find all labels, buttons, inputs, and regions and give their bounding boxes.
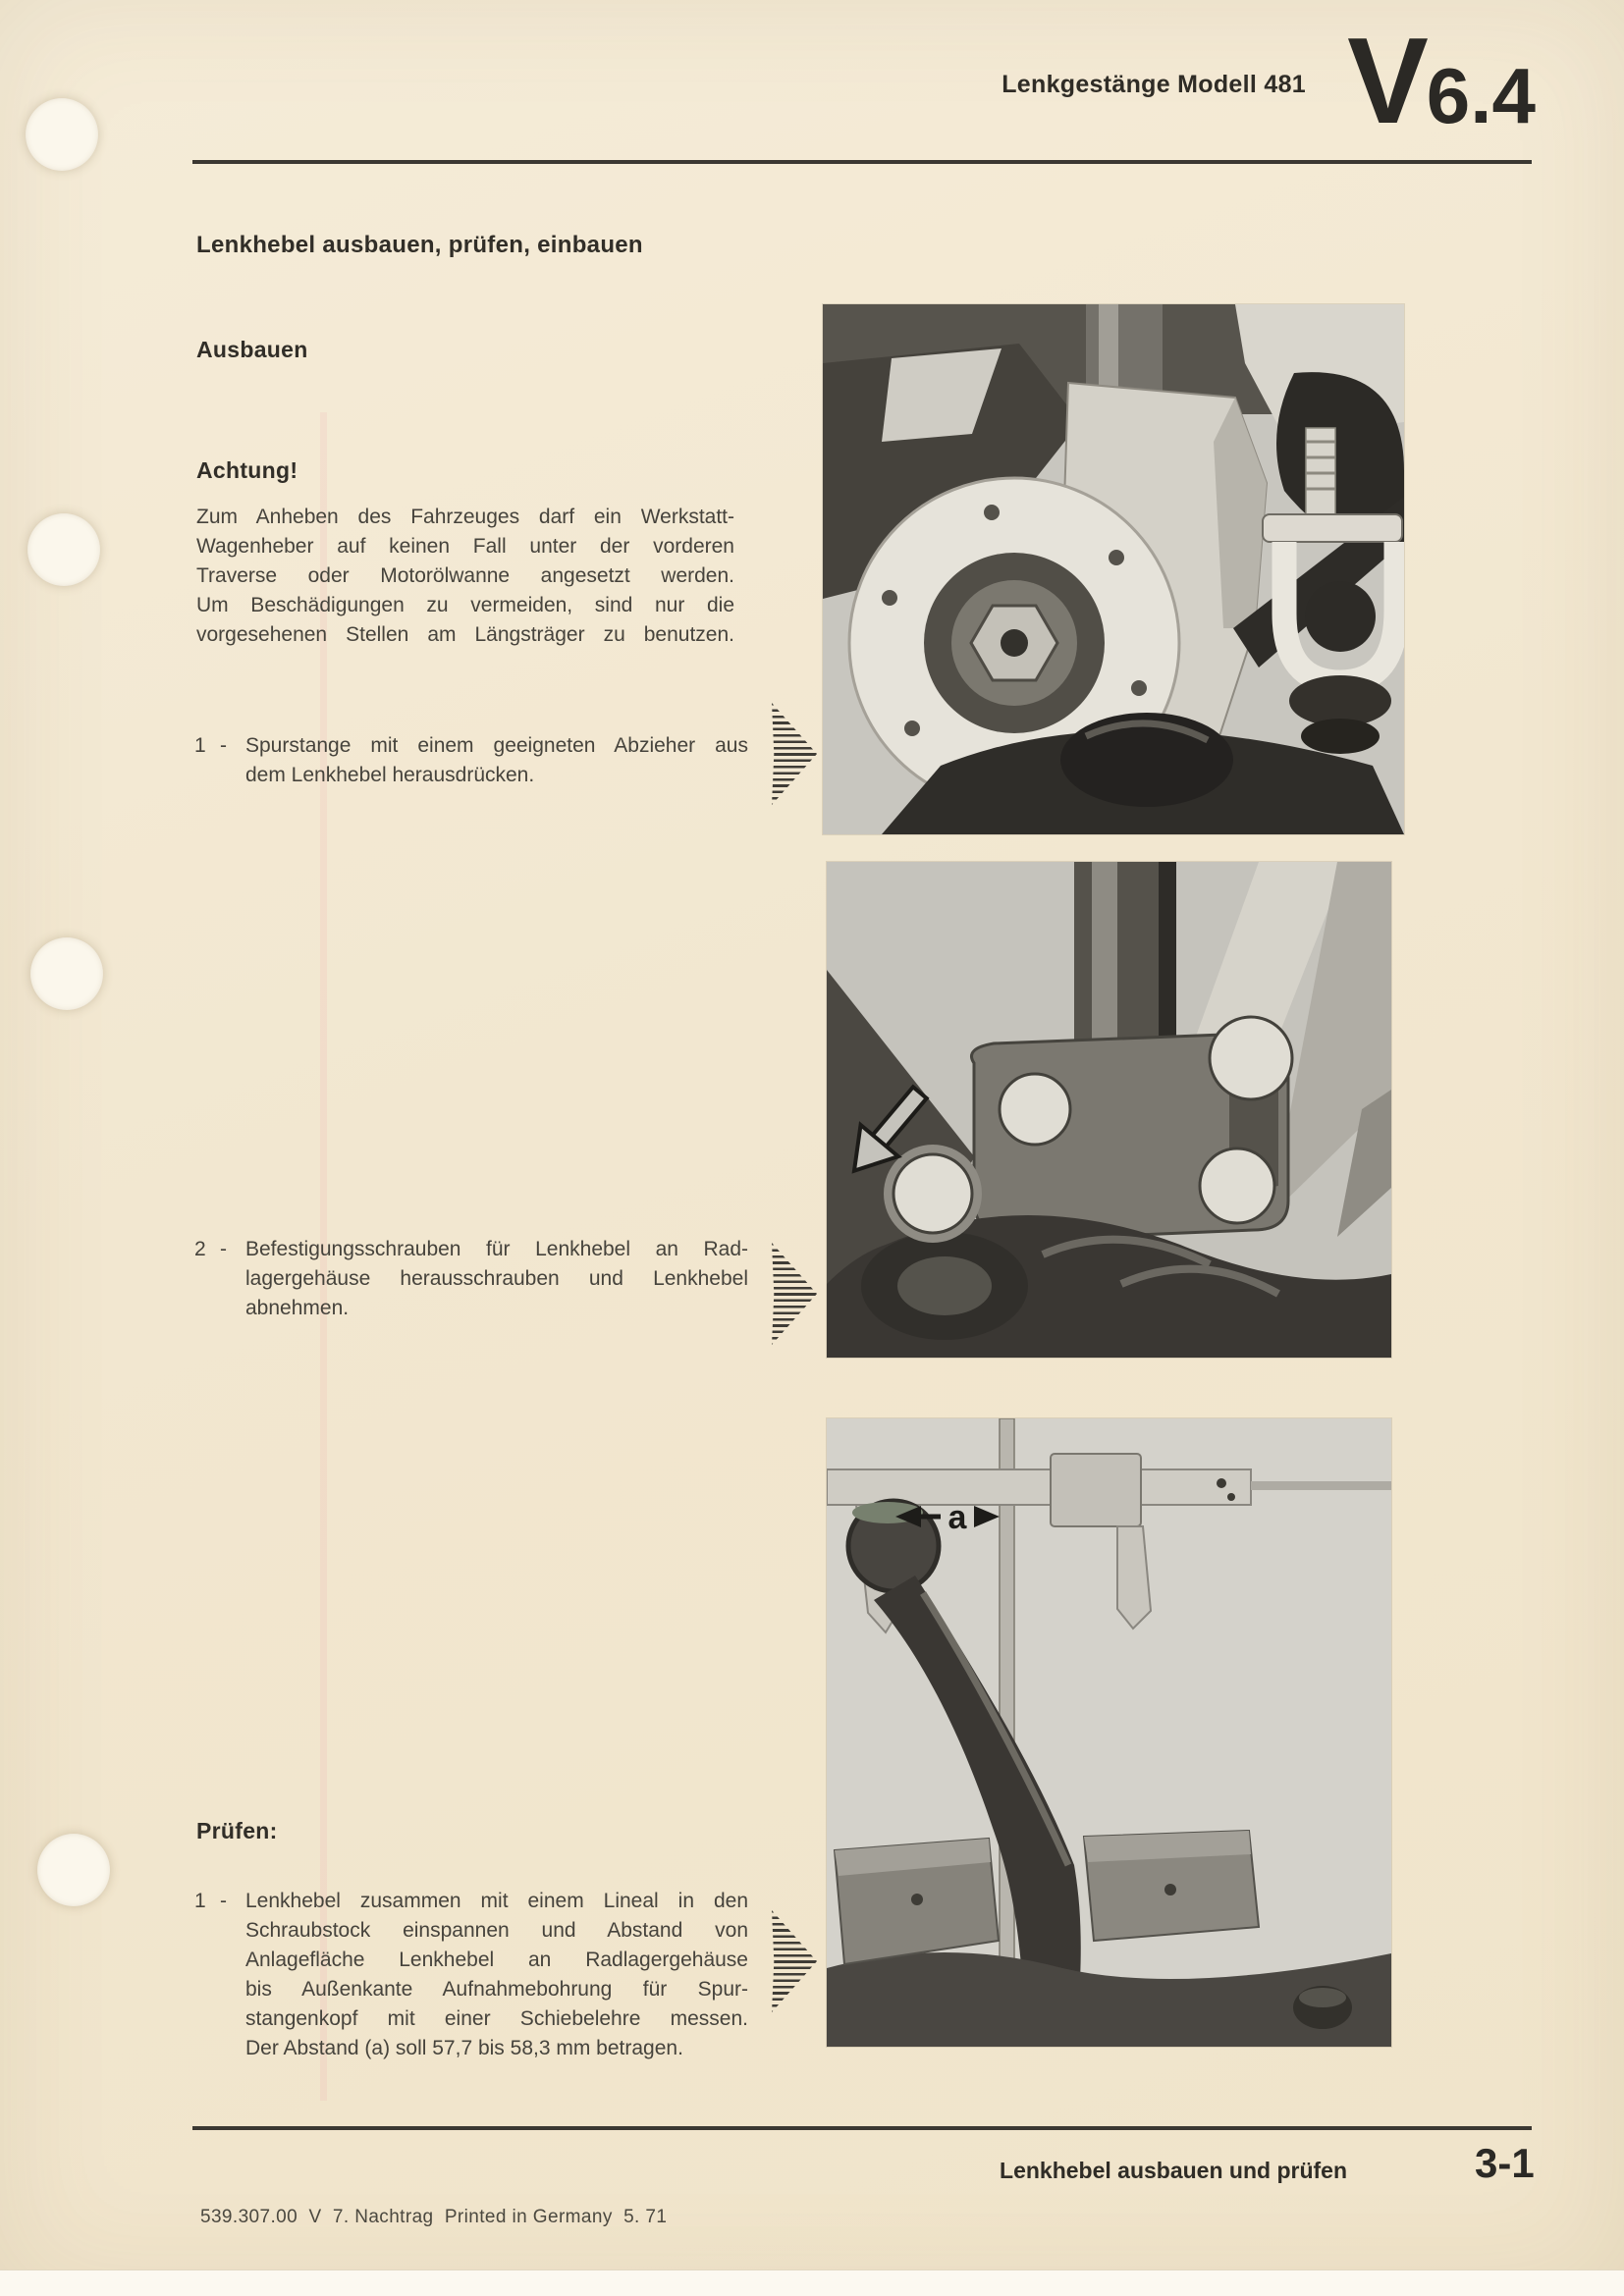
step-separator: - bbox=[220, 1890, 227, 1912]
pointer-arrow-icon bbox=[772, 1910, 817, 2012]
paragraph-line: Wagenheber auf keinen Fall unter der vorderen bbox=[196, 535, 734, 558]
punch-hole bbox=[30, 937, 103, 1010]
step-line: dem Lenkhebel herausdrücken. bbox=[245, 764, 535, 786]
step-text bbox=[245, 1887, 748, 2063]
scan-edge bbox=[0, 2269, 1624, 2296]
step-line: lagergehäuse herausschrauben und Lenkhebel bbox=[245, 1267, 748, 1290]
step-line: bis Außenkante Aufnahmebohrung für Spur- bbox=[245, 1978, 748, 2001]
figure-2-photo bbox=[827, 862, 1391, 1358]
figure-2-illustration bbox=[827, 862, 1391, 1358]
step-line: Der Abstand (a) soll 57,7 bis 58,3 mm betragen. bbox=[245, 2037, 683, 2059]
figure-1-illustration bbox=[823, 304, 1404, 834]
section-code-number: 6.4 bbox=[1426, 52, 1536, 139]
punch-hole bbox=[37, 1834, 110, 1906]
figure-3-photo bbox=[827, 1418, 1391, 2047]
pointer-arrow-icon bbox=[772, 703, 817, 805]
footer-caption: Lenkhebel ausbauen und prüfen bbox=[1000, 2158, 1347, 2183]
section-code bbox=[1347, 14, 1536, 149]
step-number: 1 bbox=[194, 1890, 206, 1912]
figure-1-photo bbox=[823, 304, 1404, 834]
step-line: Befestigungsschrauben für Lenkhebel an Rad- bbox=[245, 1238, 748, 1260]
step-1-ausbauen bbox=[194, 731, 748, 790]
section-code-letter: V bbox=[1347, 14, 1427, 149]
step-line: Schraubstock einspannen und Abstand von bbox=[245, 1919, 748, 1942]
step-line: Anlagefläche Lenkhebel an Radlagergehäuse bbox=[245, 1949, 748, 1971]
pointer-arrow-icon bbox=[772, 1243, 817, 1345]
paragraph-line: Traverse oder Motorölwanne angesetzt werden. bbox=[196, 564, 734, 587]
page-number: 3-1 bbox=[1475, 2140, 1535, 2186]
punch-hole bbox=[26, 98, 98, 171]
page-title: Lenkhebel ausbauen, prüfen, einbauen bbox=[196, 232, 643, 258]
heading-pruefen: Prüfen: bbox=[196, 1818, 278, 1843]
step-separator: - bbox=[220, 1238, 227, 1260]
step-text bbox=[245, 731, 748, 790]
step-line: Spurstange mit einem geeigneten Abzieher aus bbox=[245, 734, 748, 757]
step-line: abnehmen. bbox=[245, 1297, 350, 1319]
step-number: 2 bbox=[194, 1238, 206, 1260]
heading-ausbauen: Ausbauen bbox=[196, 337, 308, 362]
warning-paragraph bbox=[196, 503, 734, 650]
step-separator: - bbox=[220, 734, 227, 757]
step-line: stangenkopf mit einer Schiebelehre messen. bbox=[245, 2007, 748, 2030]
heading-achtung: Achtung! bbox=[196, 457, 298, 483]
step-line: Lenkhebel zusammen mit einem Lineal in den bbox=[245, 1890, 748, 1912]
footer-rule bbox=[192, 2126, 1532, 2130]
dimension-label: a bbox=[947, 1499, 967, 1536]
step-1-pruefen bbox=[194, 1887, 748, 2063]
figure-3-illustration bbox=[827, 1418, 1391, 2047]
step-text bbox=[245, 1235, 748, 1323]
paragraph-line: Um Beschädigungen zu vermeiden, sind nur die bbox=[196, 594, 734, 616]
paragraph-line: vorgesehenen Stellen am Längsträger zu benutzen. bbox=[196, 623, 734, 646]
punch-hole bbox=[27, 513, 100, 586]
chapter-title: Lenkgestänge Modell 481 bbox=[1001, 71, 1306, 98]
paragraph-line: Zum Anheben des Fahrzeuges darf ein Werkstatt- bbox=[196, 506, 734, 528]
header-rule bbox=[192, 160, 1532, 164]
step-2-ausbauen bbox=[194, 1235, 748, 1323]
imprint-line: 539.307.00 V 7. Nachtrag Printed in Germany 5. 71 bbox=[200, 2207, 668, 2227]
step-number: 1 bbox=[194, 734, 206, 757]
